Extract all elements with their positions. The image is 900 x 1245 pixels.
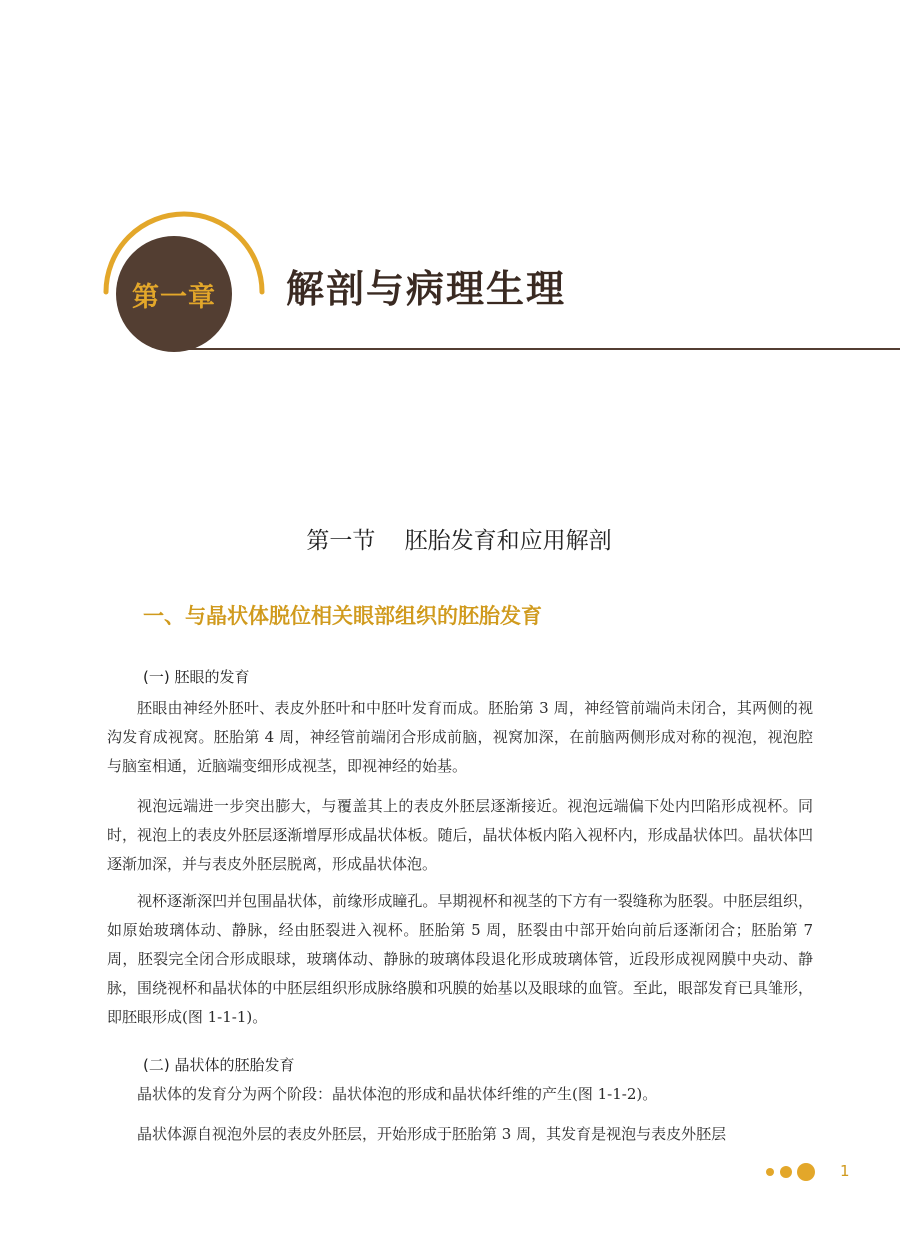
section-title: 第一节 胚胎发育和应用解剖 (306, 528, 612, 554)
paragraph: 晶状体的发育分为两个阶段：晶状体泡的形成和晶状体纤维的产生(图 1-1-2)。 (137, 1085, 658, 1103)
chapter-title: 解剖与病理生理 (286, 266, 567, 311)
paragraph: 视泡远端进一步突出膨大，与覆盖其上的表皮外胚层逐渐接近。视泡远端偏下处内凹陷形成视杯。同时，视泡上的表皮外胚层逐渐增厚形成晶状体板。随后，晶状体板内陷入视杯内，形成晶状体凹。晶状体凹逐渐加深，并与表皮外胚层脱离，形成晶状体泡。 (107, 797, 813, 873)
chapter-divider (172, 348, 900, 350)
heading-level-1: 一、与晶状体脱位相关眼部组织的胚胎发育 (143, 604, 542, 628)
paragraph: 晶状体源自视泡外层的表皮外胚层，开始形成于胚胎第 3 周，其发育是视泡与表皮外胚层 (137, 1125, 727, 1143)
subsection-heading-embryonic-eye: (一) 胚眼的发育 (143, 668, 250, 686)
page-dots-decoration (764, 1160, 820, 1184)
paragraph: 胚眼由神经外胚叶、表皮外胚叶和中胚叶发育而成。胚胎第 3 周，神经管前端尚未闭合，其两侧的视沟发育成视窝。胚胎第 4 周，神经管前端闭合形成前脑，视窝加深，在前脑两侧形成对称的视泡，视泡腔与脑室相通，近脑端变细形成视茎，即视神经的始基。 (107, 699, 813, 775)
page-number: 1 (840, 1162, 850, 1180)
chapter-label: 第一章 (132, 281, 216, 313)
paragraph: 视杯逐渐深凹并包围晶状体，前缘形成瞳孔。早期视杯和视茎的下方有一裂缝称为胚裂。中胚层组织，如原始玻璃体动、静脉，经由胚裂进入视杯。胚胎第 5 周，胚裂由中部开始向前后逐渐闭合；胚胎第 7 周，胚裂完全闭合形成眼球，玻璃体动、静脉的玻璃体段退化形成玻璃体管，近段形成视网膜中央动、静脉，围绕视杯和晶状体的中胚层组织形成脉络膜和巩膜的始基以及眼球的血管。至此，眼部发育已具雏形，即胚眼形成(图 1-1-1)。 (107, 892, 813, 1026)
chapter-badge (116, 236, 232, 352)
subsection-heading-lens-development: (二) 晶状体的胚胎发育 (143, 1056, 295, 1074)
